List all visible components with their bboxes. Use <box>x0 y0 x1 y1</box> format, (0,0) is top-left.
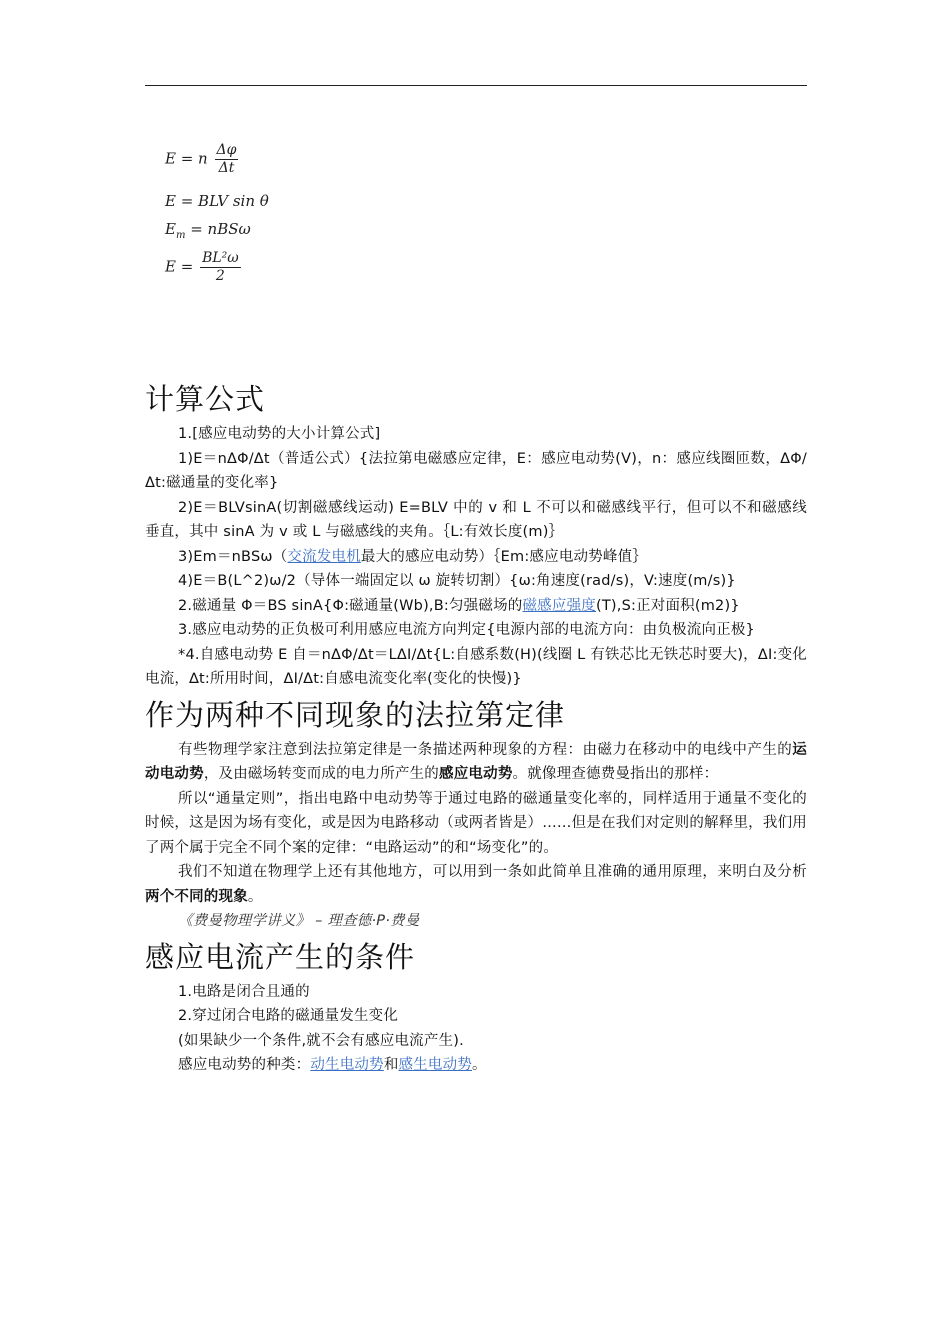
paragraph: *4.自感电动势 E 自＝nΔΦ/Δt＝LΔI/Δt{L:自感系数(H)(线圈 L 有铁芯比无铁芯时要大)，ΔI:变化电流，∆t:所用时间，ΔI/Δt:自感电流变化率(变化的快慢)} <box>145 646 807 687</box>
paragraph: 3)Em＝nBSω（交流发电机最大的感应电动势）｛Em:感应电动势峰值｝ <box>178 548 648 565</box>
section-heading-two-phenomena: 作为两种不同现象的法拉第定律 <box>145 697 566 732</box>
link-motional-emf[interactable]: 动生电动势 <box>310 1057 384 1073</box>
formula-emf-rotating: E = $\frac{\text{BL²ω}}{2}$ <box>165 250 239 284</box>
paragraph: 感应电动势的种类：动生电动势和感生电动势。 <box>178 1057 487 1073</box>
formula-emf-motional: E = BLV sin θ <box>165 192 269 210</box>
paragraph: 1.电路是闭合且通的 <box>178 983 310 1000</box>
paragraph: 1.[感应电动势的大小计算公式] <box>178 426 381 442</box>
paragraph: 我们不知道在物理学上还有其他地方，可以用到一条如此简单且准确的通用原理，来明白及分析两个不同的现象。 <box>145 864 807 905</box>
document-body <box>145 376 807 1078</box>
paragraph: 2)E＝BLVsinA(切割磁感线运动) E=BLV 中的 v 和 L 不可以和磁感线平行，但可以不和磁感线垂直，其中 sinA 为 v 或 L 与磁感线的夹角。｛L:有效长度(m)｝ <box>145 499 807 540</box>
link-magnetic-induction[interactable]: 磁感应强度 <box>522 597 596 614</box>
paragraph: 所以“通量定则”，指出电路中电动势等于通过电路的磁通量变化率的，同样适用于通量不变化的时候，这是因为场有变化，或是因为电路移动（或两者皆是）……但是在我们对定则的解释里，我们用了两个属于完全不同个案的定律：“电路运动”的和“场变化”的。 <box>145 790 807 856</box>
paragraph: 2.磁通量 Φ＝BS sinA{Φ:磁通量(Wb),B:匀强磁场的磁感应强度(T),S:正对面积(m2)} <box>178 597 740 614</box>
section-heading-conditions: 感应电流产生的条件 <box>145 939 416 974</box>
link-induced-emf[interactable]: 感生电动势 <box>398 1057 473 1073</box>
section-heading-formulas: 计算公式 <box>145 382 266 416</box>
citation: 《费曼物理学讲义》 – 理查德·P·费曼 <box>178 913 420 929</box>
paragraph: 3.感应电动势的正负极可利用感应电流方向判定{电源内部的电流方向：由负极流向正极} <box>178 622 755 638</box>
paragraph: 1)E＝nΔΦ/Δt（普适公式）{法拉第电磁感应定律，E：感应电动势(V)，n：感应线圈匝数，ΔΦ/Δt:磁通量的变化率} <box>145 450 807 491</box>
formula-emf-faraday: E = n $\frac{\Delta\varphi}{\Delta t}$ <box>165 142 237 176</box>
link-ac-generator[interactable]: 交流发电机 <box>287 548 361 565</box>
formula-emf-peak: $E_m = nBS\omega$ <box>165 220 251 241</box>
paragraph: 2.穿过闭合电路的磁通量发生变化 <box>178 1008 399 1024</box>
paragraph: (如果缺少一个条件,就不会有感应电流产生). <box>178 1032 464 1049</box>
paragraph: 4)E＝B(L^2)ω/2（导体一端固定以 ω 旋转切割）{ω:角速度(rad/s)，V:速度(m/s)} <box>178 573 736 589</box>
header-rule <box>145 85 807 86</box>
paragraph: 有些物理学家注意到法拉第定律是一条描述两种现象的方程：由磁力在移动中的电线中产生的运动电动势，及由磁场转变而成的电力所产生的感应电动势。就像理查德费曼指出的那样： <box>145 741 807 782</box>
